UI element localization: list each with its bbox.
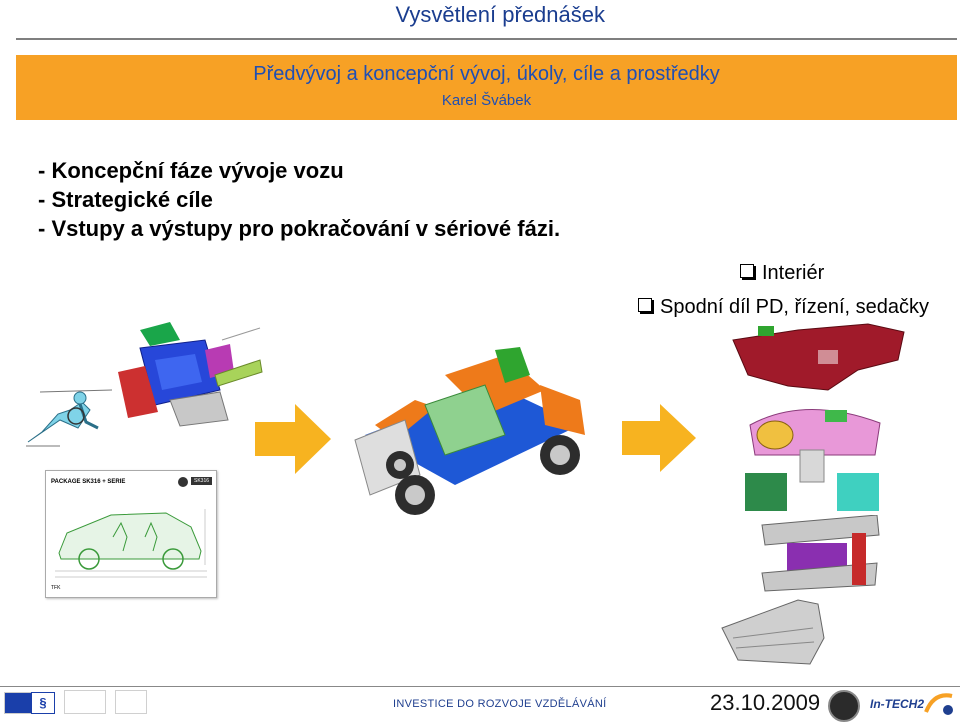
package-sheet-header: PACKAGE SK316 + SERIE [51,479,126,485]
bullet-item: - Koncepční fáze vývoje vozu [38,158,344,183]
interior-cockpit-illustration [745,395,885,513]
eu-flag-icon [4,692,32,714]
topic-banner [16,55,957,120]
bumper-illustration [718,598,826,670]
driver-seat-illustration [20,380,120,455]
dashboard-frame-illustration [728,320,908,395]
skoda-logo-icon [178,477,188,487]
checkbox-icon [740,264,754,278]
intech2-logo-text: In-TECH2 [870,697,924,711]
checklist-label: Spodní díl PD, řízení, sedačky [660,296,930,318]
checkbox-icon [638,298,652,312]
program-logo-icon [115,690,147,714]
checklist-label: Interiér [762,262,825,284]
bullet-item: - Vstupy a výstupy pro pokračování v sériové fázi. [38,216,561,241]
package-sheet-footer: TFK [51,585,61,591]
banner-subtitle: Karel Švábek [441,92,532,109]
arrow-right-icon [255,404,331,474]
checklist-item-interior [740,262,824,285]
crossmember-illustration [757,515,882,593]
vehicle-package-drawing [51,493,211,581]
title-divider [16,38,957,40]
arrow-right-icon [622,404,696,472]
footer-program-text: INVESTICE DO ROZVOJE VZDĚLÁVÁNÍ [393,698,607,710]
footer-date: 23.10.2009 [710,690,821,715]
bullet-list [38,156,560,243]
package-drawing-sheet [45,470,217,598]
skoda-logo-icon [828,690,860,722]
banner-title: Předvývoj a koncepční vývoj, úkoly, cíle a prostředky [253,63,720,85]
esf-logo-icon: § [31,692,55,714]
checklist-item-lower-parts [638,296,929,319]
slide-title: Vysvětlení přednášek [395,2,605,27]
bullet-item: - Strategické cíle [38,187,213,212]
sheet-badge: SK316 [191,477,212,485]
footer-divider [0,686,960,687]
powertrain-illustration [110,320,265,430]
ministry-logo-icon [64,690,106,714]
car-chassis-illustration [345,345,590,520]
intech2-logo-icon [922,690,956,718]
